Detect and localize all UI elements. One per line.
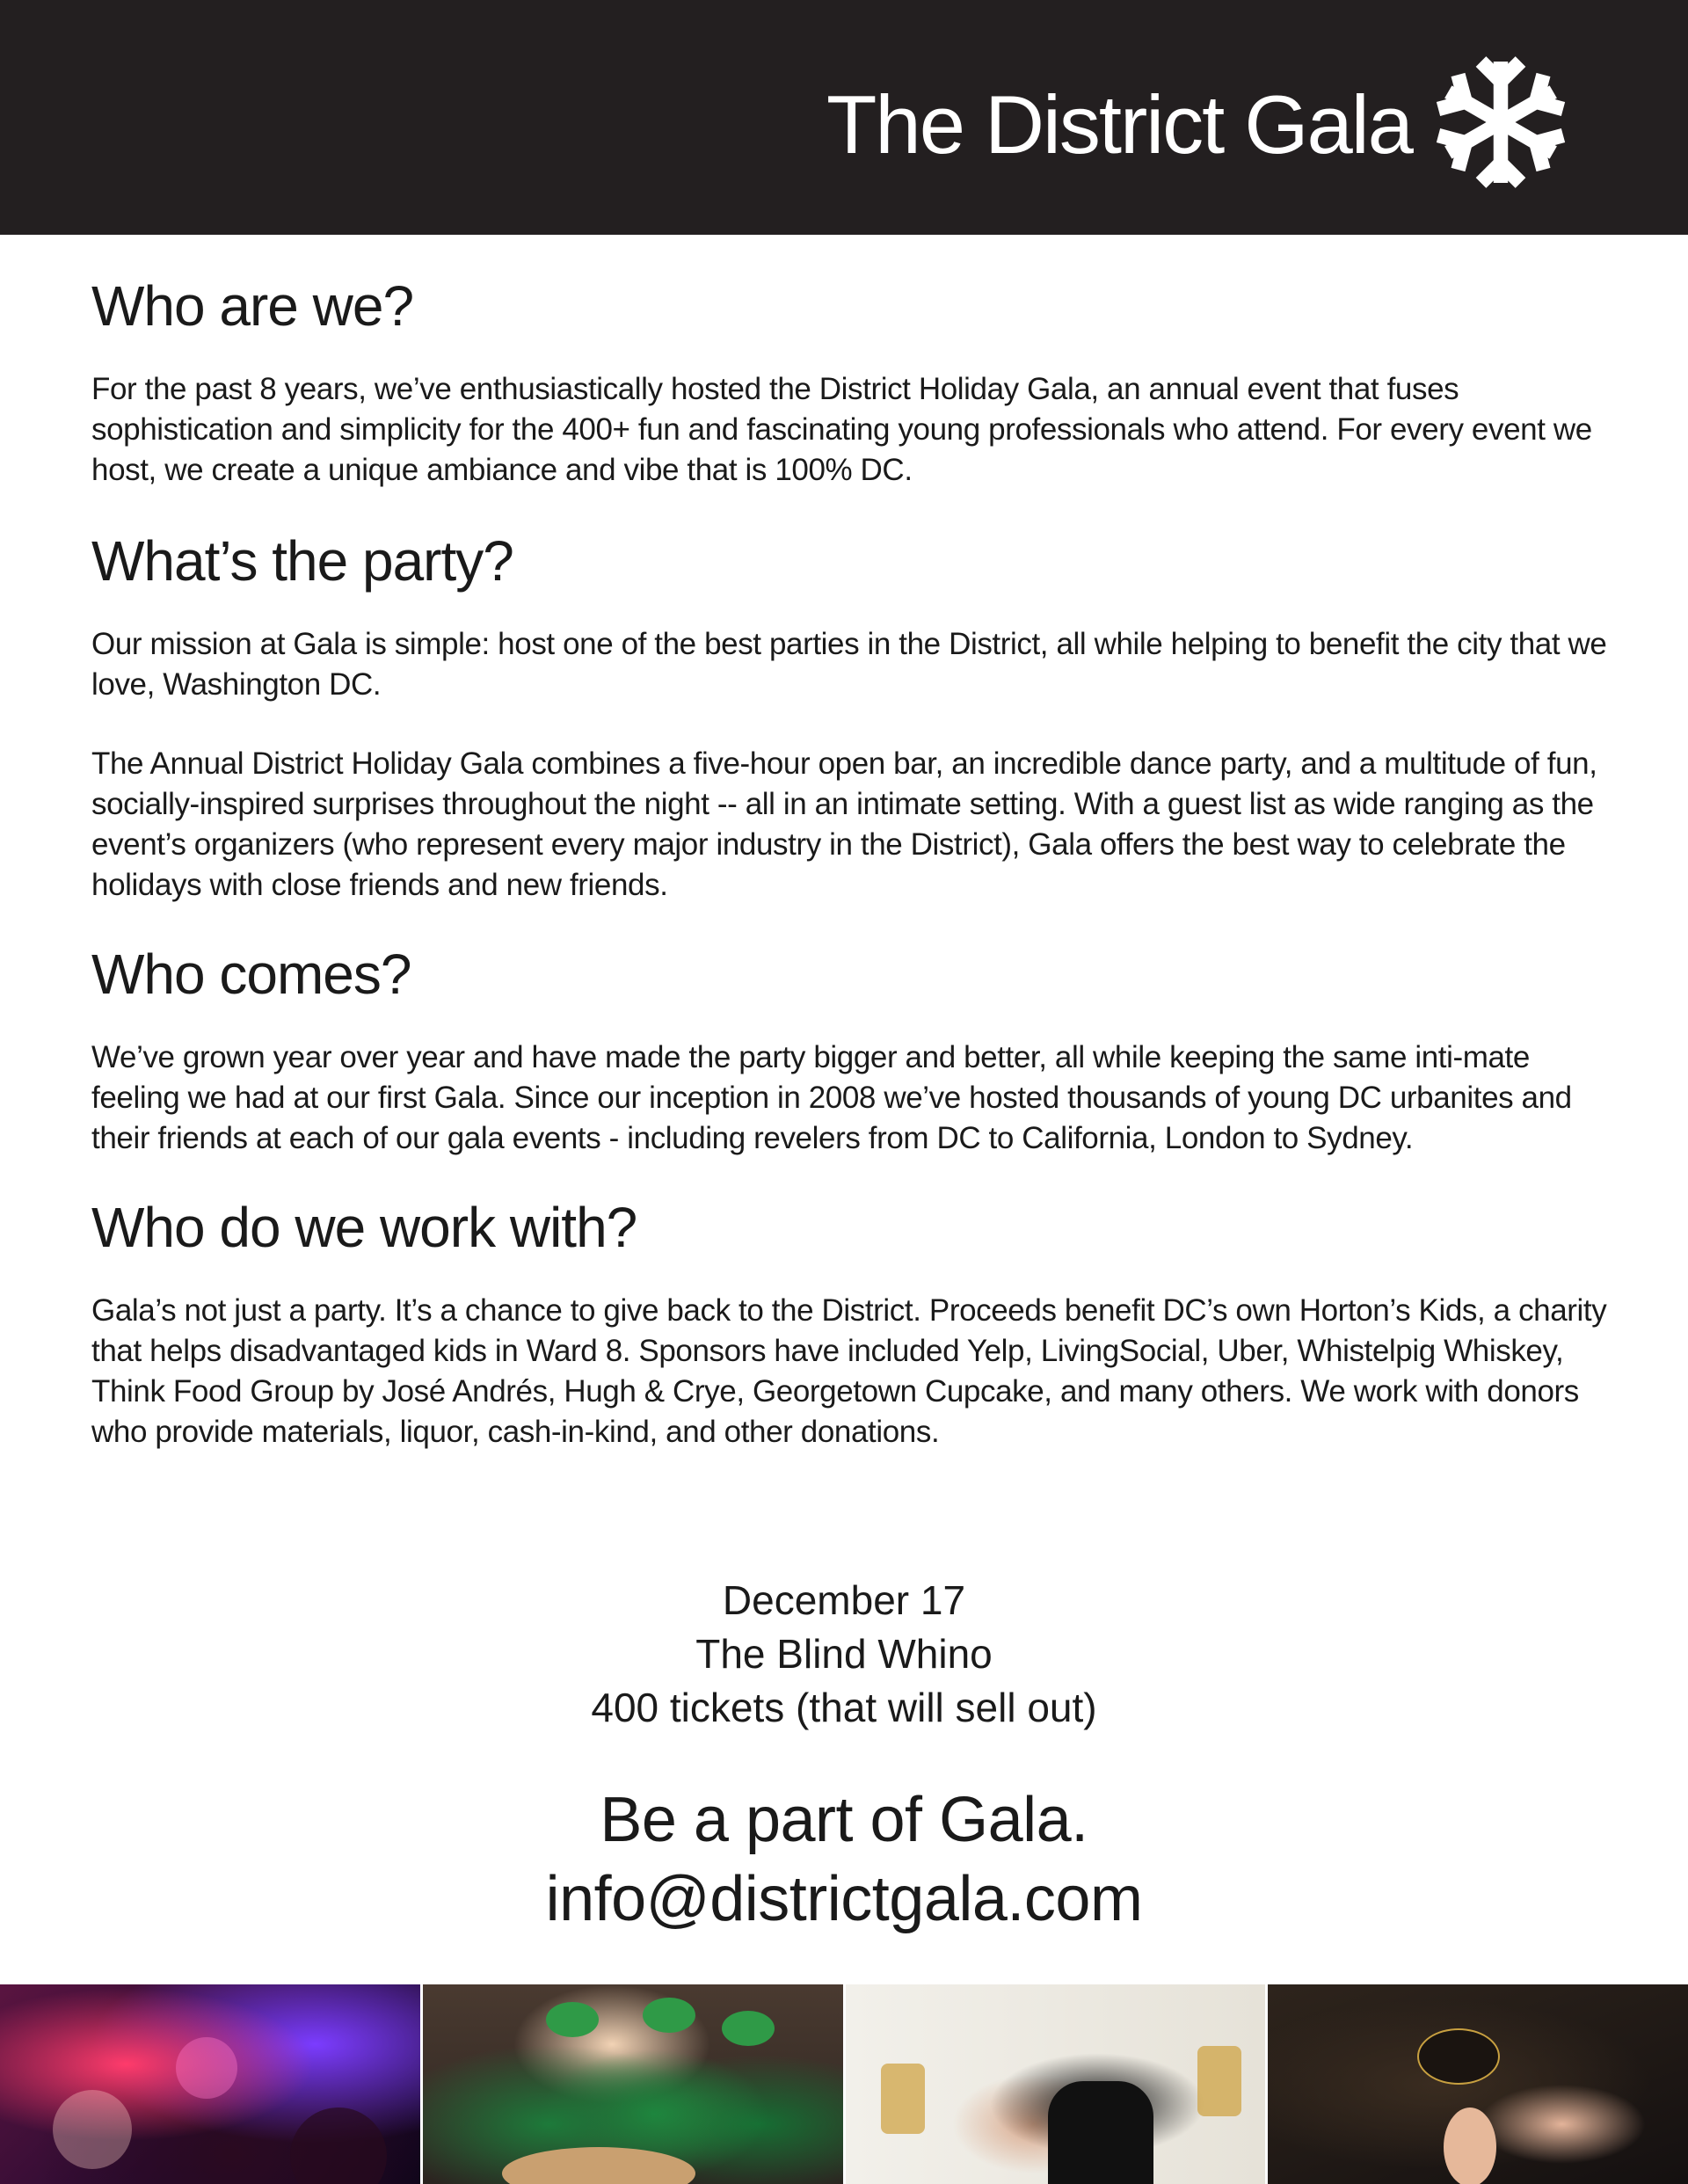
- photo-strip: [0, 1984, 1688, 2184]
- cta-tagline: Be a part of Gala.: [600, 1785, 1088, 1855]
- section-heading: What’s the party?: [91, 529, 513, 593]
- step-and-repeat-couple-photo: [843, 1984, 1266, 2184]
- section-whats-the-party: [91, 526, 1612, 906]
- section-paragraph: We’ve grown year over year and have made the party bigger and better, all while keeping the same inti-mate feeling we had at our first Gala. Since our inception in 2008 we’ve hosted thousands of young DC urbanites and their friends at each of our gala events - including revelers from DC to California, London to Sydney.: [91, 1040, 1572, 1155]
- snowflake-icon: [1435, 53, 1567, 192]
- party-dance-floor-photo: [0, 1984, 420, 2184]
- section-heading: Who are we?: [91, 274, 414, 338]
- section-paragraph: Gala’s not just a party. It’s a chance to give back to the District. Proceeds benefit DC’s own Horton’s Kids, a charity that helps disadvantaged kids in Ward 8. Sponsors have included Yelp, LivingSocial, Uber, Whistelpig Whiskey, Think Food Group by José Andrés, Hugh & Crye, Georgetown Cupcake, and many others. We work with donors who provide materials, liquor, cash-in-kind, and other donations.: [91, 1293, 1607, 1449]
- handwritten-ornament-photo: [1265, 1984, 1688, 2184]
- main-content: [91, 271, 1612, 1452]
- section-paragraph: The Annual District Holiday Gala combines a five-hour open bar, an incredible dance party, and a multitude of fun, socially-inspired surprises throughout the night -- all in an intimate setting. With a guest list as wide ranging as the event’s organizers (who represent every major industry in the District), Gala offers the best way to celebrate the holidays with close friends and new friends.: [91, 746, 1597, 902]
- section-who-are-we: [91, 271, 1612, 491]
- site-title: The District Gala: [826, 78, 1412, 171]
- contact-email-link[interactable]: info@districtgala.com: [545, 1864, 1143, 1934]
- event-date: December 17: [722, 1577, 966, 1623]
- event-details: [0, 1574, 1688, 1735]
- header-banner: [0, 0, 1688, 235]
- santa-hat-women-photo: [420, 1984, 843, 2184]
- section-who-do-we-work-with: [91, 1192, 1612, 1452]
- section-heading: Who do we work with?: [91, 1196, 637, 1259]
- section-heading: Who comes?: [91, 943, 411, 1006]
- section-paragraph: Our mission at Gala is simple: host one of the best parties in the District, all while helping to benefit the city that we love, Washington DC.: [91, 627, 1607, 702]
- section-paragraph: For the past 8 years, we’ve enthusiastically hosted the District Holiday Gala, an annual event that fuses sophistication and simplicity for the 400+ fun and fascinating young professionals who attend. For every event we host, we create a unique ambiance and vibe that is 100% DC.: [91, 372, 1592, 487]
- event-tickets: 400 tickets (that will sell out): [591, 1685, 1097, 1730]
- section-who-comes: [91, 939, 1612, 1159]
- call-to-action: [0, 1780, 1688, 1939]
- event-venue: The Blind Whino: [695, 1631, 993, 1677]
